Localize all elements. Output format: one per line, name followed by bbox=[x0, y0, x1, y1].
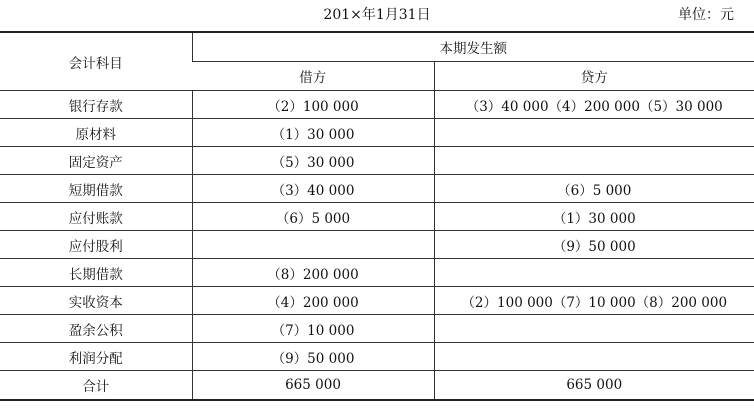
credit-cell bbox=[434, 259, 754, 287]
report-date: 201×年1月31日 bbox=[323, 7, 431, 23]
debit-cell: （5）30 000 bbox=[192, 147, 434, 175]
credit-cell: （3）40 000（4）200 000（5）30 000 bbox=[434, 91, 754, 119]
debit-cell: （3）40 000 bbox=[192, 175, 434, 203]
table-row bbox=[0, 343, 754, 371]
debit-cell: （9）50 000 bbox=[192, 343, 434, 371]
total-credit: 665 000 bbox=[434, 371, 754, 401]
credit-cell: （9）50 000 bbox=[434, 231, 754, 259]
account-cell: 应付股利 bbox=[0, 231, 192, 259]
table-row bbox=[0, 287, 754, 315]
debit-cell: （6）5 000 bbox=[192, 203, 434, 231]
account-cell: 银行存款 bbox=[0, 91, 192, 119]
debit-cell: （1）30 000 bbox=[192, 119, 434, 147]
credit-cell bbox=[434, 147, 754, 175]
table-row bbox=[0, 231, 754, 259]
table-row bbox=[0, 315, 754, 343]
account-cell: 应付账款 bbox=[0, 203, 192, 231]
total-label: 合计 bbox=[0, 371, 192, 401]
table-row bbox=[0, 147, 754, 175]
account-column-header: 会计科目 bbox=[68, 55, 123, 72]
period-amount-header: 本期发生额 bbox=[192, 32, 754, 62]
credit-cell bbox=[434, 119, 754, 147]
credit-column-header: 贷方 bbox=[434, 62, 754, 91]
total-row bbox=[0, 371, 754, 401]
debit-cell: （2）100 000 bbox=[192, 91, 434, 119]
account-cell: 盈余公积 bbox=[0, 315, 192, 343]
currency-unit: 单位：元 bbox=[678, 7, 734, 23]
table-row bbox=[0, 203, 754, 231]
debit-column-header: 借方 bbox=[192, 62, 434, 91]
credit-cell: （1）30 000 bbox=[434, 203, 754, 231]
credit-cell bbox=[434, 343, 754, 371]
debit-cell: （4）200 000 bbox=[192, 287, 434, 315]
account-cell: 短期借款 bbox=[0, 175, 192, 203]
table-row bbox=[0, 175, 754, 203]
table-row bbox=[0, 119, 754, 147]
ledger-table bbox=[0, 31, 754, 401]
debit-cell bbox=[192, 231, 434, 259]
account-cell: 原材料 bbox=[0, 119, 192, 147]
table-row bbox=[0, 91, 754, 119]
table-row bbox=[0, 259, 754, 287]
account-cell: 利润分配 bbox=[0, 343, 192, 371]
total-debit: 665 000 bbox=[192, 371, 434, 401]
account-cell: 长期借款 bbox=[0, 259, 192, 287]
account-cell: 固定资产 bbox=[0, 147, 192, 175]
debit-cell: （8）200 000 bbox=[192, 259, 434, 287]
account-cell: 实收资本 bbox=[0, 287, 192, 315]
credit-cell: （6）5 000 bbox=[434, 175, 754, 203]
debit-cell: （7）10 000 bbox=[192, 315, 434, 343]
credit-cell: （2）100 000（7）10 000（8）200 000 bbox=[434, 287, 754, 315]
credit-cell bbox=[434, 315, 754, 343]
